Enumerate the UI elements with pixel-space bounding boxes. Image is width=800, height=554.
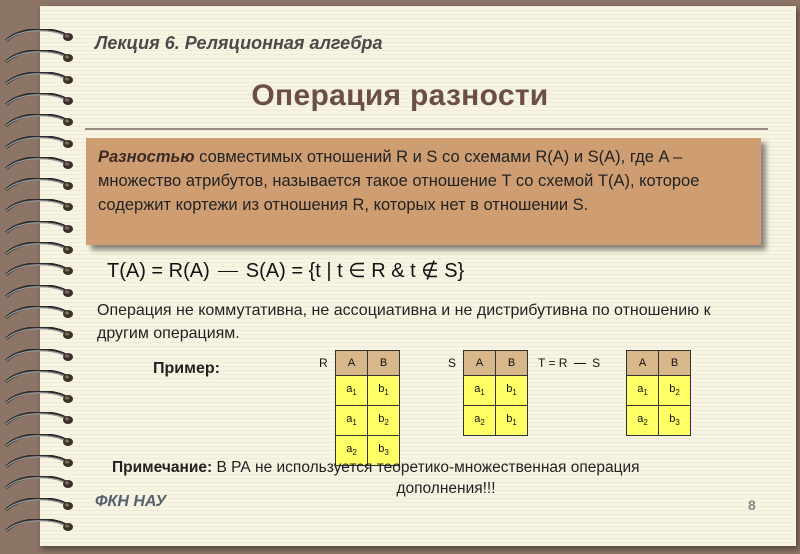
table-row bbox=[464, 406, 528, 436]
lecture-header: Лекция 6. Реляционная алгебра bbox=[95, 33, 383, 53]
spiral-ring-icon bbox=[2, 391, 74, 407]
title-divider bbox=[85, 128, 768, 130]
relation-r-table bbox=[335, 350, 400, 466]
table-row bbox=[336, 406, 400, 436]
formula-left: T(A) = R(A) bbox=[107, 260, 210, 282]
spiral-ring-icon bbox=[2, 285, 74, 301]
slide-title: Операция разности bbox=[251, 79, 549, 112]
table-header-row bbox=[336, 351, 400, 376]
page-number: 8 bbox=[748, 497, 756, 513]
spiral-ring-icon bbox=[2, 306, 74, 322]
formula-right: S(A) = {t | t ∈ R & t ∉ S} bbox=[245, 260, 465, 282]
spiral-ring-icon bbox=[2, 157, 74, 173]
remark bbox=[112, 457, 780, 499]
table-cell: $a_1$ bbox=[464, 376, 496, 406]
spiral-ring-icon bbox=[2, 519, 74, 535]
spiral-ring-icon bbox=[2, 498, 74, 514]
spiral-ring-icon bbox=[2, 199, 74, 215]
difference-formula bbox=[107, 258, 464, 283]
relation-r-label: R bbox=[319, 356, 328, 370]
spiral-ring-icon bbox=[2, 114, 74, 130]
table-header-row bbox=[464, 351, 528, 376]
spiral-ring-icon bbox=[2, 242, 74, 258]
remark-line2: дополнения!!! bbox=[396, 480, 496, 497]
table-cell: $a_1$ bbox=[336, 406, 368, 436]
spiral-ring-icon bbox=[2, 476, 74, 492]
remark-line1: В РА не используется теоретико-множественная операция bbox=[212, 459, 640, 476]
properties-note: Операция не коммутативна, не ассоциативна и не дистрибутивна по отношению к другим операциям. bbox=[97, 302, 711, 342]
relation-t-table bbox=[626, 350, 691, 436]
spiral-ring-icon bbox=[2, 412, 74, 428]
spiral-ring-icon bbox=[2, 263, 74, 279]
table-row bbox=[464, 376, 528, 406]
relation-s-table bbox=[463, 350, 528, 436]
spiral-ring-icon bbox=[2, 178, 74, 194]
relation-t-label bbox=[538, 356, 600, 370]
spiral-ring-icon bbox=[2, 327, 74, 343]
table-row bbox=[336, 376, 400, 406]
definition-term: Разностью bbox=[98, 148, 195, 166]
table-cell: $a_1$ bbox=[336, 376, 368, 406]
spiral-ring-icon bbox=[2, 136, 74, 152]
definition-text: совместимых отношений R и S со схемами R(A) и S(A), где A – множество атрибутов, называется такое отношение T со схемой T(A), которое содержит кортежи из отношения R, которых нет в отношении S. bbox=[98, 148, 700, 214]
table-cell: $a_2$ bbox=[627, 406, 659, 436]
column-header: A bbox=[627, 351, 659, 376]
table-header-row bbox=[627, 351, 691, 376]
relation-s-label: S bbox=[448, 356, 457, 370]
minus-sign bbox=[218, 271, 238, 272]
table-cell: $b_3$ bbox=[659, 406, 691, 436]
table-row bbox=[627, 376, 691, 406]
table-cell: $a_2$ bbox=[464, 406, 496, 436]
table-cell: $a_1$ bbox=[627, 376, 659, 406]
table-row bbox=[627, 406, 691, 436]
spiral-ring-icon bbox=[2, 455, 74, 471]
column-header: B bbox=[368, 351, 400, 376]
table-cell: $b_3$ bbox=[368, 436, 400, 466]
definition-box bbox=[86, 138, 761, 245]
example-label: Пример: bbox=[153, 360, 220, 377]
column-header: B bbox=[496, 351, 528, 376]
table-cell: $b_1$ bbox=[496, 376, 528, 406]
spiral-ring-icon bbox=[2, 434, 74, 450]
spiral-ring-icon bbox=[2, 29, 74, 45]
column-header: A bbox=[464, 351, 496, 376]
table-cell: $b_2$ bbox=[368, 406, 400, 436]
spiral-ring-icon bbox=[2, 370, 74, 386]
column-header: B bbox=[659, 351, 691, 376]
spiral-ring-icon bbox=[2, 349, 74, 365]
table-cell: $b_1$ bbox=[368, 376, 400, 406]
relation-t-name: T = R S bbox=[538, 356, 601, 370]
spiral-ring-icon bbox=[2, 221, 74, 237]
table-cell: $b_1$ bbox=[496, 406, 528, 436]
minus-sign bbox=[574, 363, 586, 364]
remark-label: Примечание: bbox=[112, 459, 213, 476]
column-header: A bbox=[336, 351, 368, 376]
table-cell: $b_2$ bbox=[659, 376, 691, 406]
table-cell: $a_2$ bbox=[336, 436, 368, 466]
footer-org: ФКН НАУ bbox=[95, 493, 167, 510]
spiral-ring-icon bbox=[2, 50, 74, 66]
